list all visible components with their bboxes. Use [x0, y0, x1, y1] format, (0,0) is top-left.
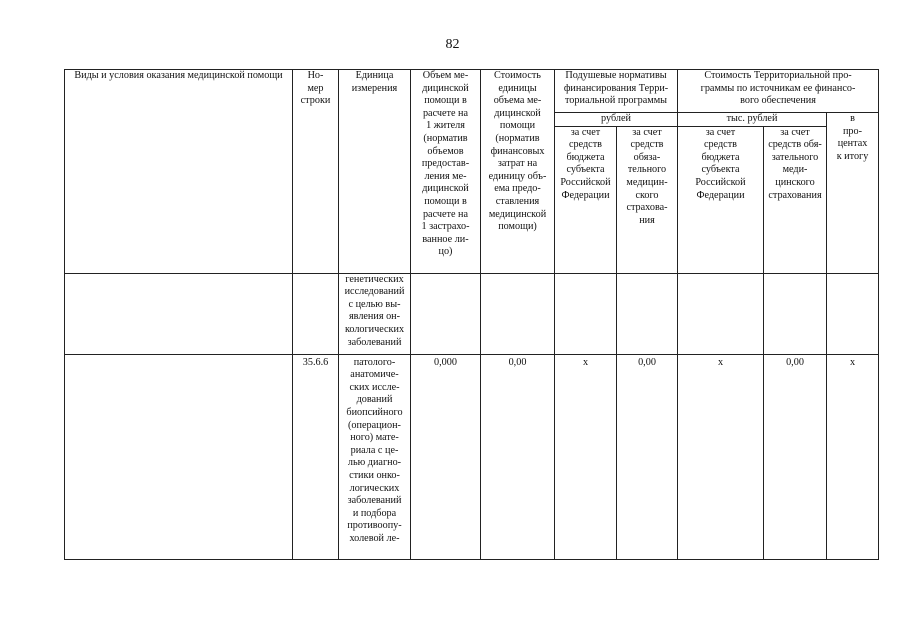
- cell-percent: [827, 273, 879, 354]
- cell-total-budget: х: [678, 354, 764, 559]
- cell-unit-cost: [481, 273, 555, 354]
- cell-per-capita-budget: х: [555, 354, 617, 559]
- header-row-1: [65, 70, 879, 113]
- header-per-capita-group: Подушевые нормативы финансирования Терри- ториальной программы: [555, 70, 678, 113]
- cell-per-capita-budget: [555, 273, 617, 354]
- table-row: [65, 273, 879, 354]
- table-row: [65, 354, 879, 559]
- cell-care-type: [65, 354, 293, 559]
- header-unit: Единица измерения: [339, 70, 411, 274]
- header-total-cost-group: Стоимость Территориальной про- граммы по источникам ее финансо- вого обеспечения: [678, 70, 879, 113]
- cell-per-capita-oms: [617, 273, 678, 354]
- header-unit-rub: рублей: [555, 113, 678, 127]
- cell-row-number: 35.6.6: [293, 354, 339, 559]
- cell-volume: [411, 273, 481, 354]
- header-volume: Объем ме- дицинской помощи в расчете на 1 жителя (норматив объемов предостав- ления ме- дицинской помощи в расчете на 1 застрахо- ванное ли- цо): [411, 70, 481, 274]
- header-percent: в про- центах к итогу: [827, 113, 879, 274]
- cell-unit-cost: 0,00: [481, 354, 555, 559]
- cell-per-capita-oms: 0,00: [617, 354, 678, 559]
- header-care-type: Виды и условия оказания медицинской помощи: [65, 70, 293, 274]
- cell-total-oms: [764, 273, 827, 354]
- header-unit-thous-rub: тыс. рублей: [678, 113, 827, 127]
- cell-unit: генетических исследований с целью вы- явления он- кологических заболеваний: [339, 273, 411, 354]
- page-number: 82: [445, 37, 460, 52]
- header-per-capita-oms: за счет средств обяза- тельного медицин- ского страхова- ния: [617, 126, 678, 273]
- cell-total-oms: 0,00: [764, 354, 827, 559]
- cell-row-number: [293, 273, 339, 354]
- cell-volume: 0,000: [411, 354, 481, 559]
- cell-care-type: [65, 273, 293, 354]
- header-row-number: Но- мер строки: [293, 70, 339, 274]
- header-unit-cost: Стоимость единицы объема ме- дицинской помощи (норматив финансовых затрат на единицу объ- ема предо- ставления медицинской помощи): [481, 70, 555, 274]
- header-total-budget: за счет средств бюджета субъекта Российской Федерации: [678, 126, 764, 273]
- cell-unit: патолого- анатомиче- ских иссле- дований биопсийного (операцион- ного) мате- риала с це- лью диагно- стики онко- логических заболеваний и подбора противоопу- холевой ле-: [339, 354, 411, 559]
- financing-table: [64, 69, 879, 560]
- cell-percent: х: [827, 354, 879, 559]
- header-total-oms: за счет средств обя- зательного меди- цинского страхования: [764, 126, 827, 273]
- cell-total-budget: [678, 273, 764, 354]
- header-per-capita-budget: за счет средств бюджета субъекта Российской Федерации: [555, 126, 617, 273]
